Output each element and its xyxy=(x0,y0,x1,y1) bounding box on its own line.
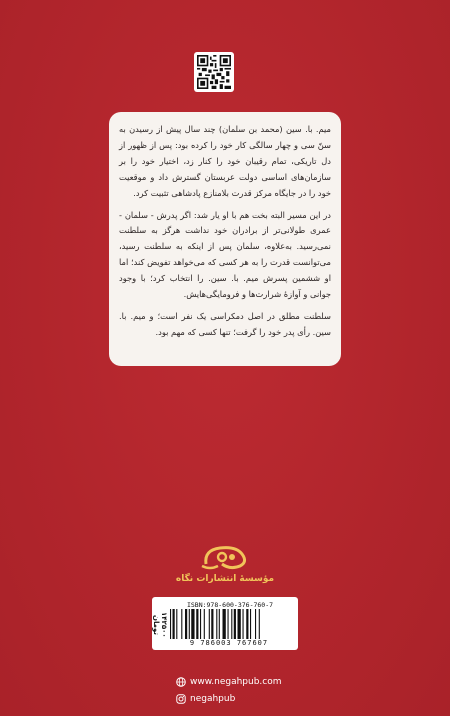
barcode-label xyxy=(152,597,298,650)
blurb-paragraph: میم. با. سین (محمد بن سلمان) چند سال پیش از رسیدن به سنّ سی و چهار سالگی کار خود را کرده بود: پس از ظهور از دل تاریکی، تمام رقیبان خود را کنار زد، اختیار خود را بر سازمان‌های اساسی دولت عربستان گسترش داد و موقعیت خود را در جایگاه مرکز قدرت بلامنازع پادشاهی تثبیت کرد. xyxy=(119,124,331,198)
barcode-graphic xyxy=(170,609,288,639)
website-row[interactable] xyxy=(176,677,316,687)
instagram-row[interactable] xyxy=(176,694,316,704)
website-link[interactable]: www.negahpub.com xyxy=(190,677,282,687)
instagram-handle[interactable]: negahpub xyxy=(190,694,236,704)
qr-code xyxy=(194,52,234,92)
isbn-text: ISBN:978-600-376-760-7 xyxy=(186,601,274,609)
qr-code-graphic xyxy=(197,55,231,89)
instagram-icon xyxy=(176,694,186,704)
blurb-paragraph: در این مسیر البته بخت هم با او یار شد: اگر پدرش - سلمان - عمری طولانی‌تر از برادران خود نداشت هرگز به سلطنت نمی‌رسید. به‌علاوه، سلمان پس از اینکه به سلطنت رسید، می‌توانست قدرت را به هر کسی که می‌خواهد تفویض کند؛ اما او ششمین پسرش میم. با. سین. را انتخاب کرد؛ با وجود جوانی و آوازهٔ شرارت‌ها و فرومایگی‌هایش. xyxy=(119,209,331,300)
blurb-paragraph: سلطنت مطلق در اصل دمکراسی یک نفر است؛ و میم. با. سین. رأی پدر خود را گرفت؛ تنها کسی که مهم بود. xyxy=(119,310,331,337)
negah-logo xyxy=(196,542,256,572)
publisher-name: مؤسسهٔ انتشارات نگاه xyxy=(175,574,275,584)
barcode-digits: 9 786003 767607 xyxy=(189,639,269,647)
price-label: ۱۴۲۵۰۰ تومان xyxy=(152,612,168,638)
globe-icon xyxy=(176,677,186,687)
negah-logo-icon xyxy=(196,542,256,572)
blurb-card xyxy=(109,112,341,366)
